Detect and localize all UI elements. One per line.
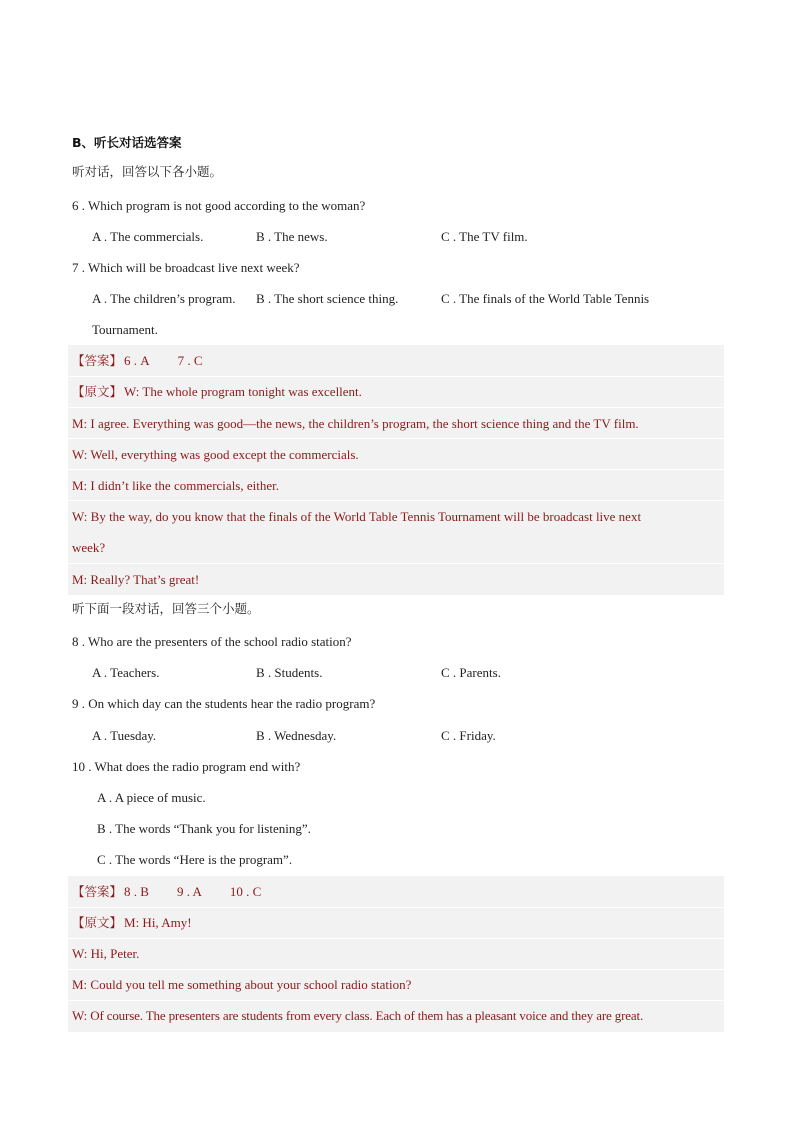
original-label: 【原文】 [72, 384, 123, 399]
answer-6: 6 . A [124, 353, 150, 368]
section-heading: B、听长对话选答案 [72, 135, 182, 150]
question-6-option-c: C . The TV film. [441, 229, 528, 244]
separator [68, 563, 724, 564]
answer-8: 8 . B [124, 884, 149, 899]
separator [68, 938, 724, 939]
dialogue-line: W: Of course. The presenters are students from every class. Each of them has a pleasant voice and they are great. [72, 1008, 644, 1023]
answer-7: 7 . C [177, 353, 203, 368]
dialogue-line: W: By the way, do you know that the finals of the World Table Tennis Tournament will be broadcast live next [72, 509, 642, 524]
question-9-option-c: C . Friday. [441, 728, 496, 743]
question-8-option-c: C . Parents. [441, 665, 501, 680]
answer-row-2 [72, 884, 261, 900]
question-9-stem: 9 . On which day can the students hear the radio program? [72, 696, 376, 711]
question-7-option-b: B . The short science thing. [256, 291, 399, 306]
question-8-stem: 8 . Who are the presenters of the school radio station? [72, 634, 352, 649]
separator [68, 438, 724, 439]
separator [68, 500, 724, 501]
original-text-row-1 [72, 384, 362, 400]
separator [68, 969, 724, 970]
answer-block-1-background [68, 345, 724, 595]
dialogue-line: M: Could you tell me something about your school radio station? [72, 977, 412, 992]
dialogue-line: W: Well, everything was good except the commercials. [72, 447, 359, 462]
question-9-option-a: A . Tuesday. [92, 728, 157, 743]
separator [68, 469, 724, 470]
original-text-row-2 [72, 915, 192, 931]
question-7-option-a: A . The children’s program. [92, 291, 236, 306]
separator [68, 1000, 724, 1001]
dialogue-line: week? [72, 540, 106, 555]
question-10-stem: 10 . What does the radio program end with? [72, 759, 301, 774]
question-10-option-c: C . The words “Here is the program”. [97, 852, 293, 867]
question-7-option-c-continuation: Tournament. [92, 322, 158, 337]
dialogue-line: M: I agree. Everything was good—the news, the children’s program, the short science thing and the TV film. [72, 416, 639, 431]
question-6-stem: 6 . Which program is not good according to the woman? [72, 198, 366, 213]
question-6-option-a: A . The commercials. [92, 229, 204, 244]
answer-9: 9 . A [176, 884, 202, 899]
dialogue-line: M: I didn’t like the commercials, either. [72, 478, 279, 493]
question-6-option-b: B . The news. [256, 229, 328, 244]
answer-10: 10 . C [229, 884, 262, 899]
question-7-stem: 7 . Which will be broadcast live next week? [72, 260, 300, 275]
instruction-2: 听下面一段对话，回答三个小题。 [72, 601, 260, 616]
dialogue-line: W: The whole program tonight was excellent. [124, 384, 362, 399]
separator [68, 407, 724, 408]
answer-label: 【答案】 [72, 353, 123, 368]
question-9-option-b: B . Wednesday. [256, 728, 337, 743]
separator [68, 907, 724, 908]
dialogue-line: W: Hi, Peter. [72, 946, 140, 961]
separator [68, 376, 724, 377]
answer-label: 【答案】 [72, 884, 123, 899]
dialogue-line: M: Hi, Amy! [124, 915, 192, 930]
instruction-1: 听对话，回答以下各小题。 [72, 164, 223, 179]
dialogue-line: M: Really? That’s great! [72, 572, 200, 587]
question-8-option-a: A . Teachers. [92, 665, 160, 680]
question-7-option-c: C . The finals of the World Table Tennis [441, 291, 650, 306]
answer-row-1 [72, 353, 203, 369]
question-8-option-b: B . Students. [256, 665, 323, 680]
question-10-option-b: B . The words “Thank you for listening”. [97, 821, 311, 836]
original-label: 【原文】 [72, 915, 123, 930]
question-10-option-a: A . A piece of music. [97, 790, 206, 805]
